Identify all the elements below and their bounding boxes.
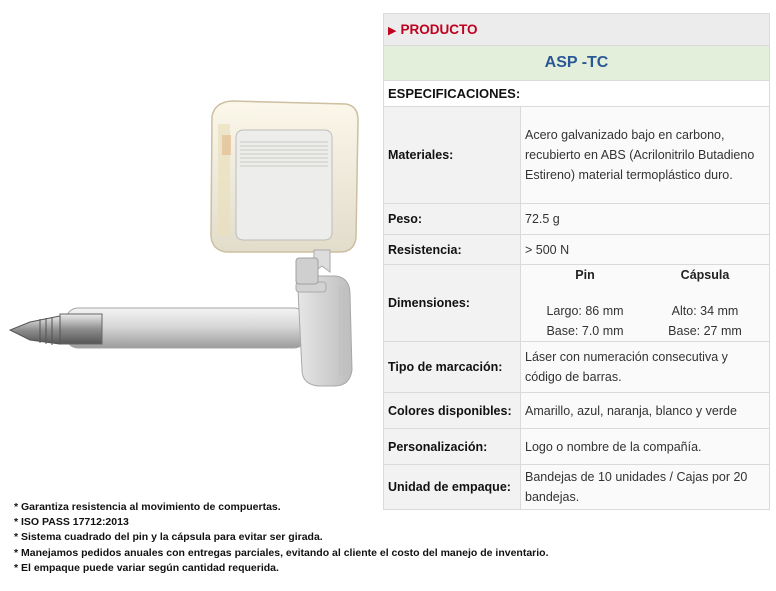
tipo-marcacion-value: Láser con numeración consecutiva y código de barras. <box>521 342 770 393</box>
note-line: * Manejamos pedidos anuales con entregas parciales, evitando al cliente el costo del manejo de inventario. <box>14 546 549 559</box>
resistencia-value: > 500 N <box>521 235 770 265</box>
spec-table <box>383 13 770 510</box>
personalizacion-label: Personalización: <box>384 429 521 465</box>
peso-label: Peso: <box>384 204 521 235</box>
spec-row-tipo-marcacion <box>384 342 770 393</box>
spec-row-materiales <box>384 107 770 204</box>
especificaciones-row <box>384 81 770 107</box>
pin-header: Pin <box>575 268 595 282</box>
pin-column <box>525 265 645 341</box>
spec-row-resistencia <box>384 235 770 265</box>
personalizacion-value: Logo o nombre de la compañía. <box>521 429 770 465</box>
note-line: * Sistema cuadrado del pin y la cápsula para evitar ser girada. <box>14 531 323 544</box>
spec-row-personalizacion <box>384 429 770 465</box>
note-line: * El empaque puede variar según cantidad requerida. <box>14 561 279 574</box>
tipo-marcacion-label: Tipo de marcación: <box>384 342 521 393</box>
product-photo <box>0 90 380 400</box>
materiales-value: Acero galvanizado bajo en carbono, recubierto en ABS (Acrilonitrilo Butadieno Estireno) material termoplástico duro. <box>521 107 770 204</box>
especificaciones-heading: ESPECIFICACIONES: <box>384 81 770 107</box>
producto-row <box>384 14 770 46</box>
unidad-empaque-label: Unidad de empaque: <box>384 465 521 510</box>
colores-value: Amarillo, azul, naranja, blanco y verde <box>521 393 770 429</box>
spec-row-colores <box>384 393 770 429</box>
materiales-label: Materiales: <box>384 107 521 204</box>
capsula-column <box>645 265 765 341</box>
capsule-image <box>211 101 358 272</box>
spec-row-peso <box>384 204 770 235</box>
unidad-empaque-value: Bandejas de 10 unidades / Cajas por 20 bandejas. <box>521 465 770 510</box>
arrow-right-icon: ▶ <box>388 25 397 37</box>
dimensiones-grid <box>525 265 765 341</box>
dimensiones-value <box>521 265 770 342</box>
pin-base: Base: 7.0 mm <box>546 324 624 338</box>
producto-header <box>384 14 770 46</box>
colores-label: Colores disponibles: <box>384 393 521 429</box>
pin-largo: Largo: 86 mm <box>546 304 624 318</box>
note-line: * Garantiza resistencia al movimiento de compuertas. <box>14 501 281 513</box>
dimensiones-label: Dimensiones: <box>384 265 521 342</box>
capsula-base: Base: 27 mm <box>668 324 742 338</box>
model-name: ASP -TC <box>384 46 770 81</box>
pin-image <box>10 258 352 386</box>
note-line: * ISO PASS 17712:2013 <box>14 516 129 529</box>
capsula-alto: Alto: 34 mm <box>671 304 739 318</box>
footnotes <box>14 500 574 576</box>
model-row <box>384 46 770 81</box>
peso-value: 72.5 g <box>521 204 770 235</box>
spec-row-dimensiones <box>384 265 770 342</box>
resistencia-label: Resistencia: <box>384 235 521 265</box>
producto-label: PRODUCTO <box>400 22 478 37</box>
capsula-header: Cápsula <box>680 268 730 282</box>
